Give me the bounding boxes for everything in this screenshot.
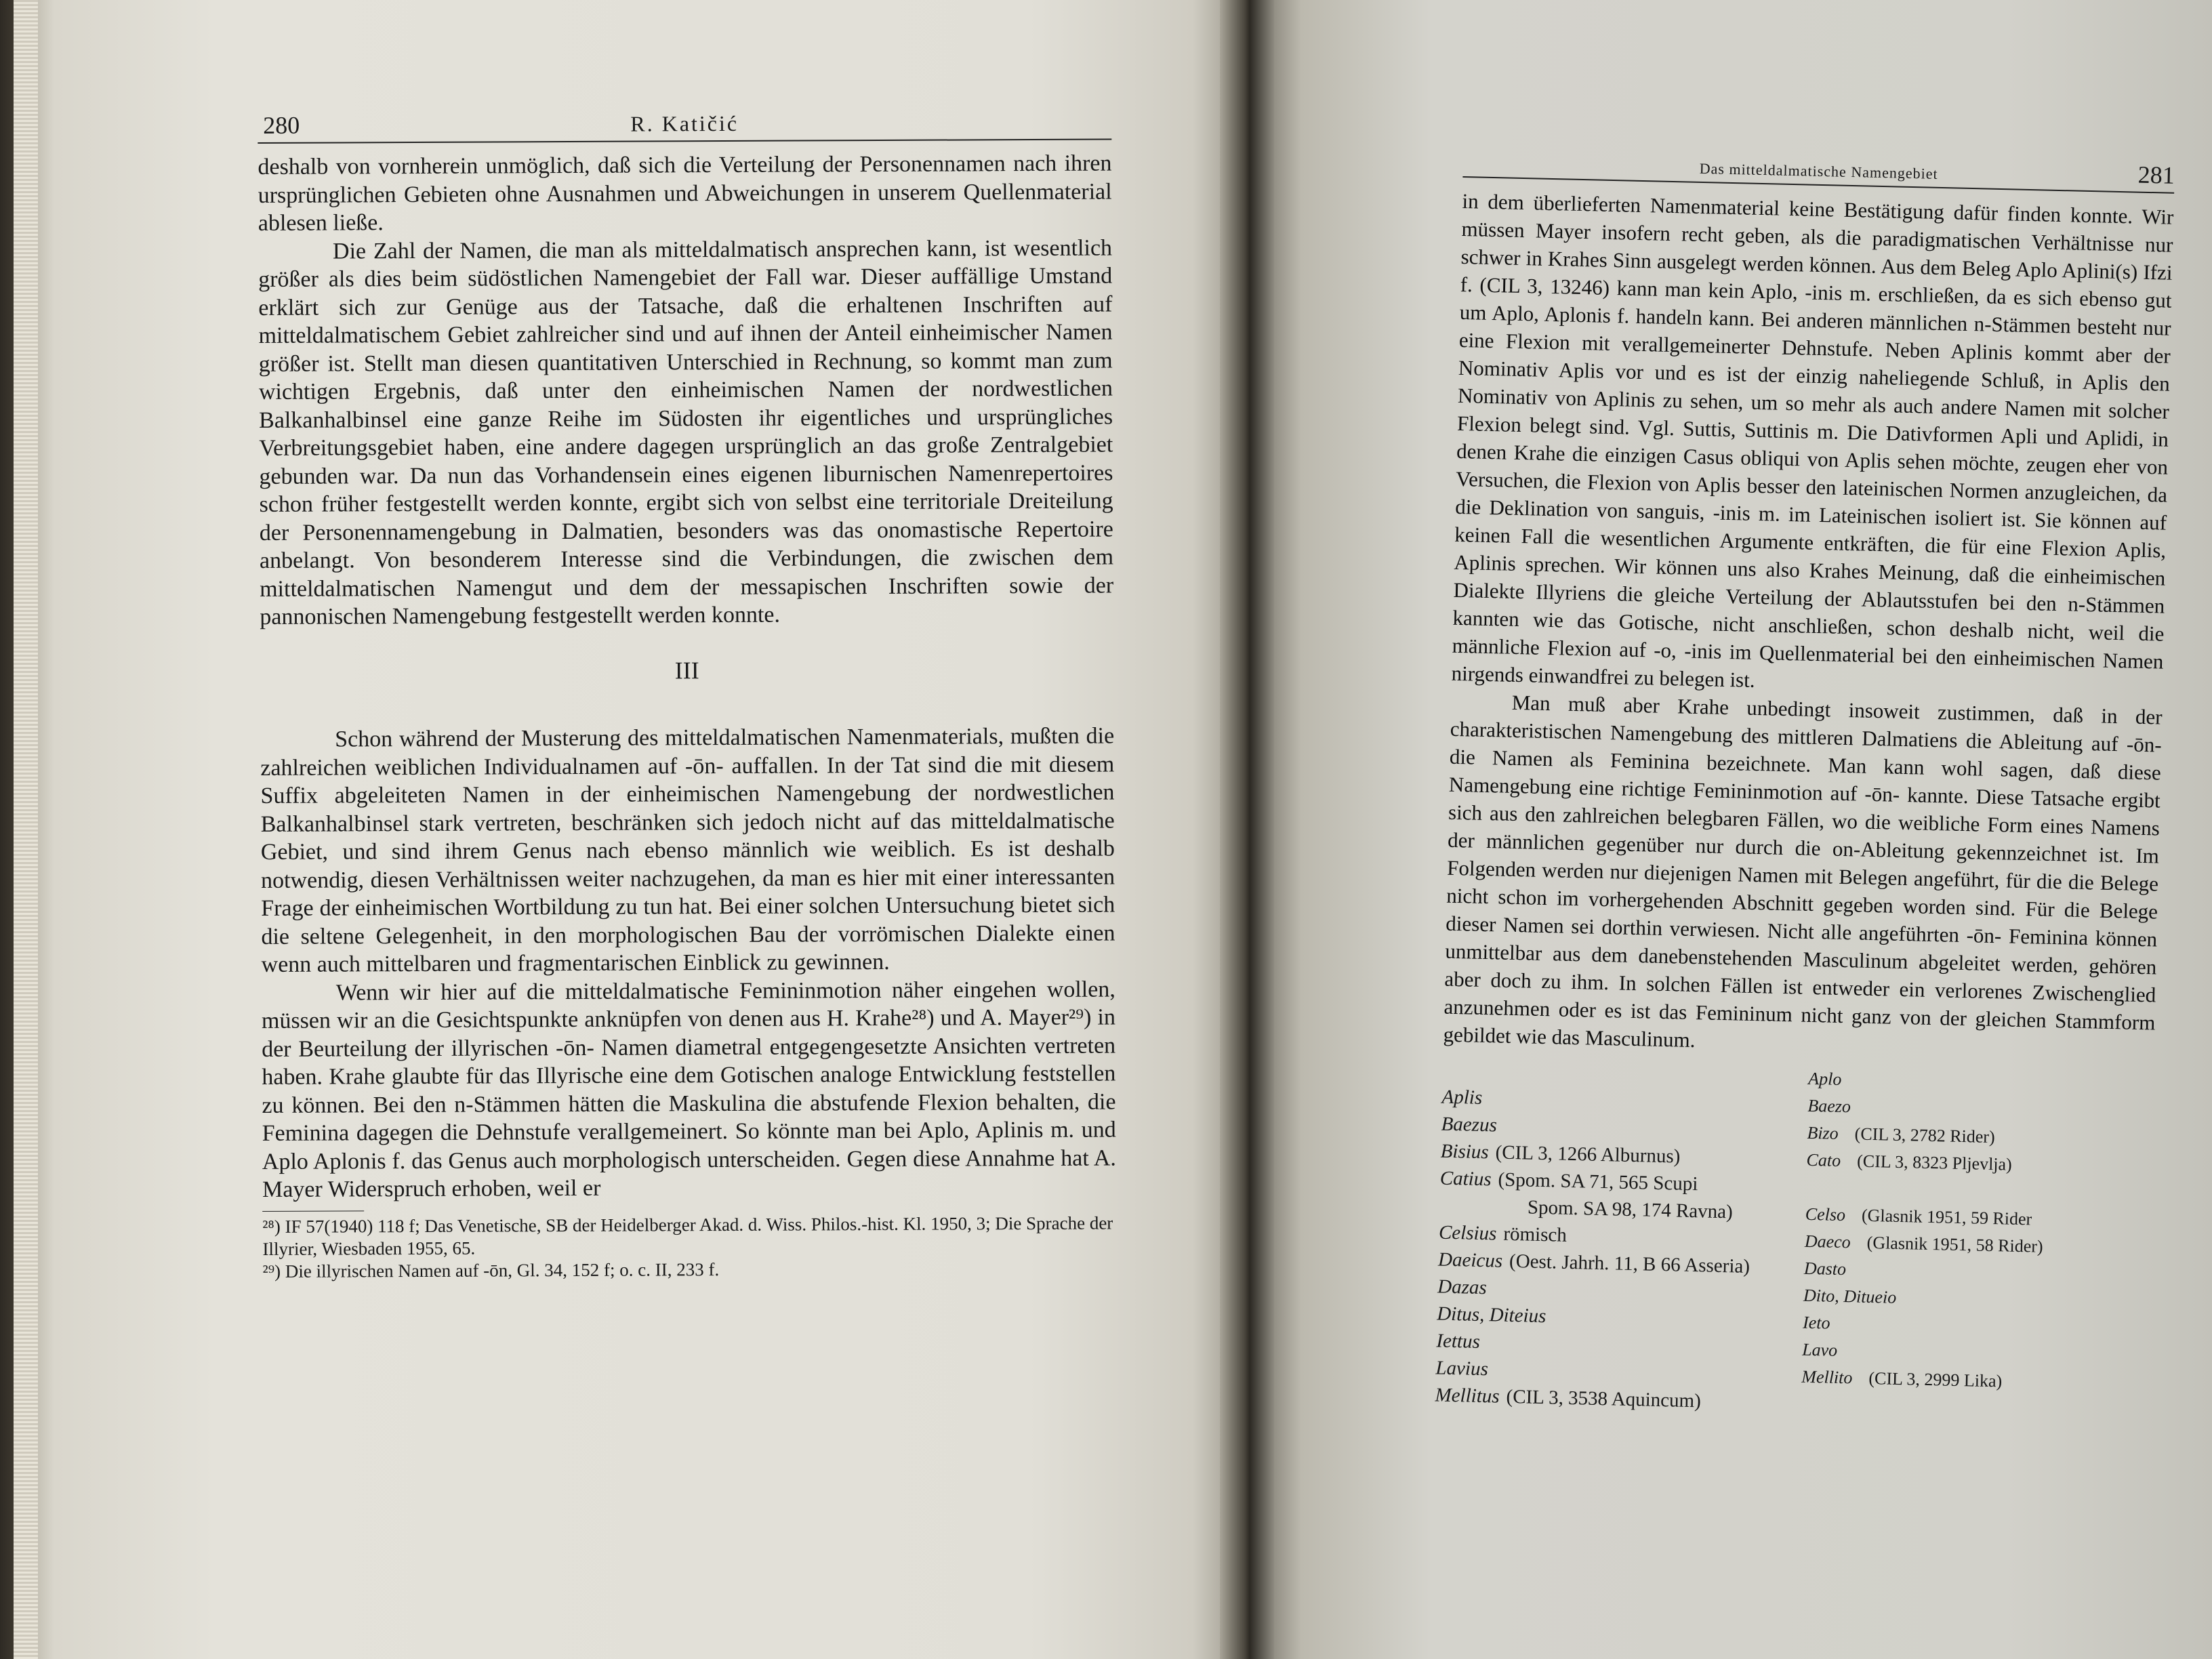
paragraph: Wenn wir hier auf die mitteldalmatische Femininmotion näher eingehen wollen, müssen wir an die Gesichtspunkte anknüpfen von denen aus H. Krahe²⁸) und A. Mayer²⁹) in der Beurteilung der illyrischen -ōn- Namen diametral entgegengesetzte Ansichten vertreten haben. Krahe glaubte für das Illyrische eine dem Gotischen analoge Entwicklung feststellen zu können. Bei den n-Stämmen hätten die Maskulina die abstufende Flexion behalten, die Feminina dagegen die Dehnstufe verallgemeinert. So könnte man bei Aplo, Aplinis m. und Aplo Aplonis f. das Genus auch morphologisch unterscheiden. Gegen diese Annahme hat A. Mayer Widerspruch erhoben, weil er [261,976,1116,1202]
list-item: Iettus [1436,1330,1481,1353]
list-item: Aplo [1808,1068,1842,1090]
list-item: Baezo [1807,1095,1851,1117]
list-item: Ieto [1802,1312,1830,1333]
masculine-names-column [1435,1086,1754,1418]
page-edge-stack [14,0,38,1659]
list-item: Celsius römisch [1438,1221,1568,1246]
paragraph: Man muß aber Krahe unbedingt insoweit zustimmen, daß in der charakteristischen Namengebung des mittleren Dalmatiens die Ableitung auf -ōn- die Namen als Feminina bezeichnete. Man kann wohl sagen, daß diese Namengebung eine richtige Femininmotion auf -ōn- kannte. Diese Tatsache ergibt sich aus den zahlreichen belegbaren Fällen, wo die weibliche Form eines Namens der männlichen gegenüber nur durch die on-Ableitung gekennzeichnet ist. Im Folgenden werden nur diejenigen Namen mit Belegen angeführt, für die die Belege nicht schon im vorhergehenden Abschnitt gegeben worden sind. Für die Belege dieser Namen sei dorthin verwiesen. Nicht alle angeführten -ōn- Feminina können unmittelbar aus dem danebenstehenden Masculinum abgeleitet werden, gehören aber doch zu ihm. In solchen Fällen ist entweder ein verlorenes Zwischenglied anzunehmen oder es ist das Femininum nicht ganz von der gleichen Stammform gebildet wie das Masculinum. [1443,690,2163,1052]
list-item: Mellito (CIL 3, 2999 Lika) [1801,1366,2003,1391]
footnote-rule [262,1210,364,1212]
left-body-text [258,150,1116,1204]
list-item: Daeco (Glasnik 1951, 58 Rider) [1804,1231,2043,1256]
list-item: Cato (CIL 3, 8323 Pljevlja) [1806,1149,2013,1174]
paragraph: in dem überlieferten Namenmaterial keine Bestätigung dafür finden konnte. Wir müssen Mayer insofern recht geben, als die paradigmatischen Verhältnisse nur schwer in Krahes Sinn ausgelegt werden können. Aus dem Beleg Aplo Aplini(s) Ifzi f. (CIL 3, 13246) kann man kein Aplo, -inis m. erschließen, da es sich ebenso gut um Aplo, Aplonis f. handeln kann. Bei anderen männlichen n-Stämmen besteht nur eine Flexion mit verallgemeinerter Dehnstufe. Neben Aplinis kommt aber der Nominativ Aplis vor und es ist der einzig naheliegende Schluß, in Aplis den Nominativ von Aplinis zu sehen, um so mehr als auch andere Namen mit solcher Flexion belegt sind. Vgl. Suttis, Suttinis m. Die Dativformen Apli und Aplidi, in denen Krahe die einzigen Casus obliqui von Aplis sehen möchte, zeugen eher von Versuchen, die Flexion von Aplis besser den lateinischen Normen anzugleichen, da die Deklination von sanguis, -inis m. im Lateinischen isoliert ist. Sie können auf keinen Fall die wesentlichen Argumente entkräften, die für eine Flexion Aplis, Aplinis sprechen. Wir können uns also Krahes Meinung, daß die einheimischen Dialekte Illyriens die gleiche Verteilung der Ablautsstufen bei den n-Stämmen kannten wie das Gotische, nicht anschließen, schon deshalb nicht, weil die männliche Flexion auf -o, -inis im Quellenmaterial bei den einheimischen Namen nirgends einwandfrei zu belegen ist. [1451,188,2174,692]
running-head-author: R. Katičić [630,110,739,136]
list-item: Aplis [1441,1086,1483,1109]
page-number: 281 [2137,161,2175,189]
list-item: Lavius [1435,1357,1489,1380]
running-head-title: Das mitteldalmatische Namengebiet [1699,159,1938,182]
list-item: Celso (Glasnik 1951, 59 Rider [1805,1204,2032,1229]
name-pairs-list [1435,1061,2154,1412]
section-heading: III [674,656,699,684]
list-item: Dito, Ditueio [1803,1285,1897,1307]
footnote: ²⁹) Die illyrischen Namen auf -ōn, Gl. 34, 152 f; o. c. II, 233 f. [262,1258,720,1282]
paragraph: Die Zahl der Namen, die man als mitteldalmatisch ansprechen kann, ist wesentlich größer als dies beim südöstlichen Namengebiet der Fall war. Dieser auffällige Umstand erklärt sich zur Genüge aus der Tatsache, daß die erhaltenen Inschriften auf mitteldalmatischem Gebiet zahlreicher sind und auf ihnen der Anteil einheimischer Namen größer ist. Stellt man diesen quantitativen Unterschied in Rechnung, so kommt man zum wichtigen Ergebnis, daß unter den einheimischen Namen der nordwestlichen Balkanhalbinsel eine ganze Reihe im Südosten ihr eigentliches und ursprüngliches Verbreitungsgebiet haben, eine andere dagegen ursprünglich an das große Zentralgebiet gebunden war. Da nun das Vorhandensein eines eigenen liburnischen Namenrepertoires schon früher festgestellt werden konnte, ergibt sich von selbst eine territoriale Dreiteilung der Personennamengebung in Dalmatien, besonders was das onomastische Repertoire anbelangt. Von besonderem Interesse sind die Verbindungen, die zwischen dem mitteldalmatischen Namengut und dem der messapischen Inschriften sowie der pannonischen Namengebung festgestellt werden konnte. [258,235,1114,630]
list-item: Dasto [1803,1258,1847,1279]
right-page-content [1435,129,2175,1412]
paragraph: deshalb von vornherein unmöglich, daß sich die Verteilung der Personennamen nach ihren ursprünglichen Gebieten ohne Ausnahmen und Abweichungen in unserem Quellenmaterial ablesen ließe. [258,150,1112,236]
book-gutter [1220,0,1274,1659]
list-item: Ditus, Diteius [1436,1303,1547,1328]
footnote: ²⁸) IF 57(1940) 118 f; Das Venetische, SB der Heidelberger Akad. d. Wiss. Philos.-hist. Kl. 1950, 3; Die Sprache der Illyrier, Wiesbaden 1955, 65. [262,1212,1113,1259]
list-item: Baezus [1441,1113,1498,1136]
right-body-text [1443,187,2174,1064]
left-page-content [258,91,1117,1283]
list-item: Dazas [1437,1275,1488,1299]
footnotes [262,1212,1116,1282]
list-item: Mellitus (CIL 3, 3538 Aquincum) [1435,1384,1702,1412]
feminine-names-column [1801,1069,2047,1399]
page-number: 280 [263,111,300,139]
left-running-head [258,91,1111,144]
paragraph: Schon während der Musterung des mitteldalmatischen Namenmaterials, mußten die zahlreichen weiblichen Individualnamen auf -ōn- auffallen. In der Tat sind die mit diesem Suffix abgeleiteten Namen in der einheimischen Namengebung der nordwestlichen Balkanhalbinsel stark vertreten, beschränken sich jedoch nicht auf das mitteldalmatische Gebiet, und sind ihrem Genus nach ebenso männlich wie weiblich. Es ist deshalb notwendig, diesen Verhältnissen weiter nachzugehen, da man es hier mit einer interessanten Frage der einheimischen Wortbildung zu tun hat. Bei einer solchen Untersuchung bietet sich die seltene Gelegenheit, in den morphologischen Bau der vorrömischen Dialekte einen wenn auch mittelbaren und fragmentarischen Einblick zu gewinnen. [260,723,1115,977]
list-item: Spom. SA 98, 174 Ravna) [1527,1196,1734,1223]
list-item: Bizo (CIL 3, 2782 Rider) [1807,1122,1996,1147]
list-item: Catius (Spom. SA 71, 565 Scupi [1439,1167,1698,1195]
list-item: Bisius (CIL 3, 1266 Alburnus) [1440,1140,1681,1168]
list-item: Lavo [1801,1339,1838,1360]
list-item: Daeicus (Oest. Jahrh. 11, B 66 Asseria) [1437,1248,1750,1278]
